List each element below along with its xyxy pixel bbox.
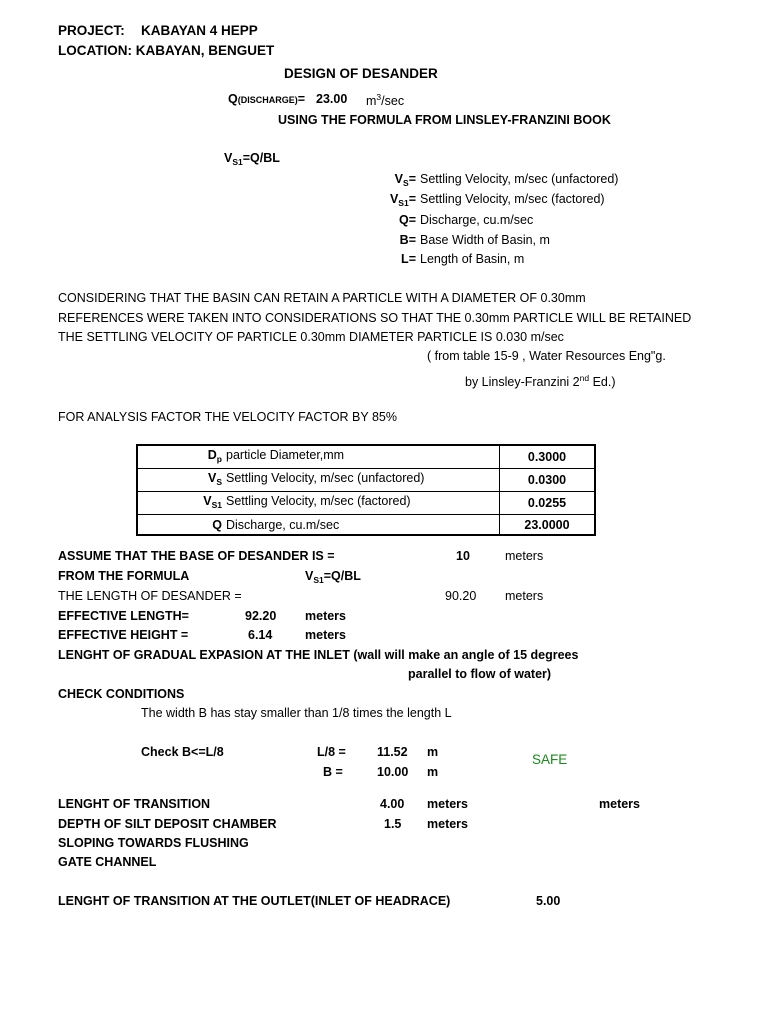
silt-label: DEPTH OF SILT DEPOSIT CHAMBER [58,817,277,831]
definition-symbol: $V_{S1}=$ [389,192,416,208]
table-row [137,492,595,515]
parameter-label: $V_S$ Settling Velocity, m/sec (unfactored) [137,469,500,492]
main-formula: $V_{S1}=Q/BL$ [224,151,280,167]
formula-source: USING THE FORMULA FROM LINSLEY-FRANZINI BOOK [278,113,611,127]
definition-description: Settling Velocity, m/sec (unfactored) [420,172,619,186]
definition-description: Length of Basin, m [420,252,525,266]
reference-line-1: ( from table 15-9 , Water Resources Eng"g. [427,349,666,363]
check-heading: CHECK CONDITIONS [58,687,185,701]
definition-symbol: B= [399,233,416,247]
eff-height-label: EFFECTIVE HEIGHT = [58,628,189,642]
check-statement: The width B has stay smaller than 1/8 times the length L [141,706,452,720]
parameter-table [136,444,596,536]
narrative-line-3: THE SETTLING VELOCITY OF PARTICLE 0.30mm DIAMETER PARTICLE IS 0.030 m/sec [58,330,564,344]
outlet-value: 5.00 [536,894,561,908]
reference-line-2: by Linsley-Franzini 2nd Ed.) [465,373,616,389]
transition-label: LENGHT OF TRANSITION [58,797,211,811]
l8-value: 11.52 [377,745,408,759]
definition-symbol: Q= [398,213,416,227]
silt-value: 1.5 [384,817,402,831]
from-formula: $V_{S1}=Q/BL$ [305,569,361,585]
discharge-value: 23.00 [316,92,348,106]
definition-description: Discharge, cu.m/sec [420,213,534,227]
parameter-value: 0.0300 [500,469,596,492]
table-row [137,445,595,469]
transition-unit: meters [427,797,468,811]
sloping-label: SLOPING TOWARDS FLUSHING [58,836,249,850]
definition-symbol: $V_S=$ [394,172,416,188]
discharge-line: Q(DISCHARGE)= [228,92,306,106]
definition-symbol: L= [401,252,416,266]
parameter-label: $V_{S1}$ Settling Velocity, m/sec (factored) [137,492,500,515]
base-unit: meters [505,549,544,563]
parameter-label: $D_p$ particle Diameter,mm [137,445,500,469]
b-value: 10.00 [377,765,409,779]
narrative-line-2: REFERENCES WERE TAKEN INTO CONSIDERATIONS SO THAT THE 0.30mm PARTICLE WILL BE RETAINED [58,311,692,325]
base-label: ASSUME THAT THE BASE OF DESANDER IS = [58,549,335,563]
definition-item [360,171,618,191]
definition-item [360,251,524,267]
status-badge: SAFE [532,752,568,767]
length-unit: meters [505,589,544,603]
page-title: DESIGN OF DESANDER [284,66,438,81]
table-row [137,515,595,536]
transition-value: 4.00 [380,797,405,811]
eff-length-value: 92.20 [245,609,277,623]
narrative-line-1: CONSIDERING THAT THE BASIN CAN RETAIN A PARTICLE WITH A DIAMETER OF 0.30mm [58,291,586,305]
outlet-label: LENGHT OF TRANSITION AT THE OUTLET(INLET OF HEADRACE) [58,894,451,908]
parameter-value: 0.0255 [500,492,596,515]
parameter-value: 23.0000 [500,515,596,536]
parameter-value: 0.3000 [500,445,596,469]
from-formula-label: FROM THE FORMULA [58,569,190,583]
eff-height-unit: meters [305,628,346,642]
table-row [137,469,595,492]
definition-item [360,232,550,248]
location: LOCATION: KABAYAN, BENGUET [58,43,275,58]
expansion-line-1: LENGHT OF GRADUAL EXPASION AT THE INLET (wall will make an angle of 15 degrees [58,648,579,662]
factor-note: FOR ANALYSIS FACTOR THE VELOCITY FACTOR BY 85% [58,410,397,424]
transition-extra-unit: meters [599,797,640,811]
definition-description: Base Width of Basin, m [420,233,550,247]
discharge-unit: $m^3/\sec$ [366,92,405,108]
length-value: 90.20 [445,589,477,603]
check-label: Check B<=L/8 [141,745,224,759]
gate-label: GATE CHANNEL [58,855,157,869]
length-label: THE LENGTH OF DESANDER = [58,589,242,603]
l8-label: L/8 = [317,745,346,759]
b-label: B = [323,765,343,779]
project-value: KABAYAN 4 HEPP [141,23,258,38]
base-value: 10 [456,549,470,563]
project-label: PROJECT: [58,23,125,38]
definition-description: Settling Velocity, m/sec (factored) [420,192,605,206]
b-unit: m [427,765,439,779]
eff-length-label: EFFECTIVE LENGTH= [58,609,189,623]
eff-height-value: 6.14 [248,628,273,642]
expansion-line-2: parallel to flow of water) [408,667,552,681]
eff-length-unit: meters [305,609,346,623]
parameter-label: Q Discharge, cu.m/sec [137,515,500,536]
definition-item [360,212,533,228]
l8-unit: m [427,745,439,759]
definition-item [360,191,605,211]
silt-unit: meters [427,817,468,831]
